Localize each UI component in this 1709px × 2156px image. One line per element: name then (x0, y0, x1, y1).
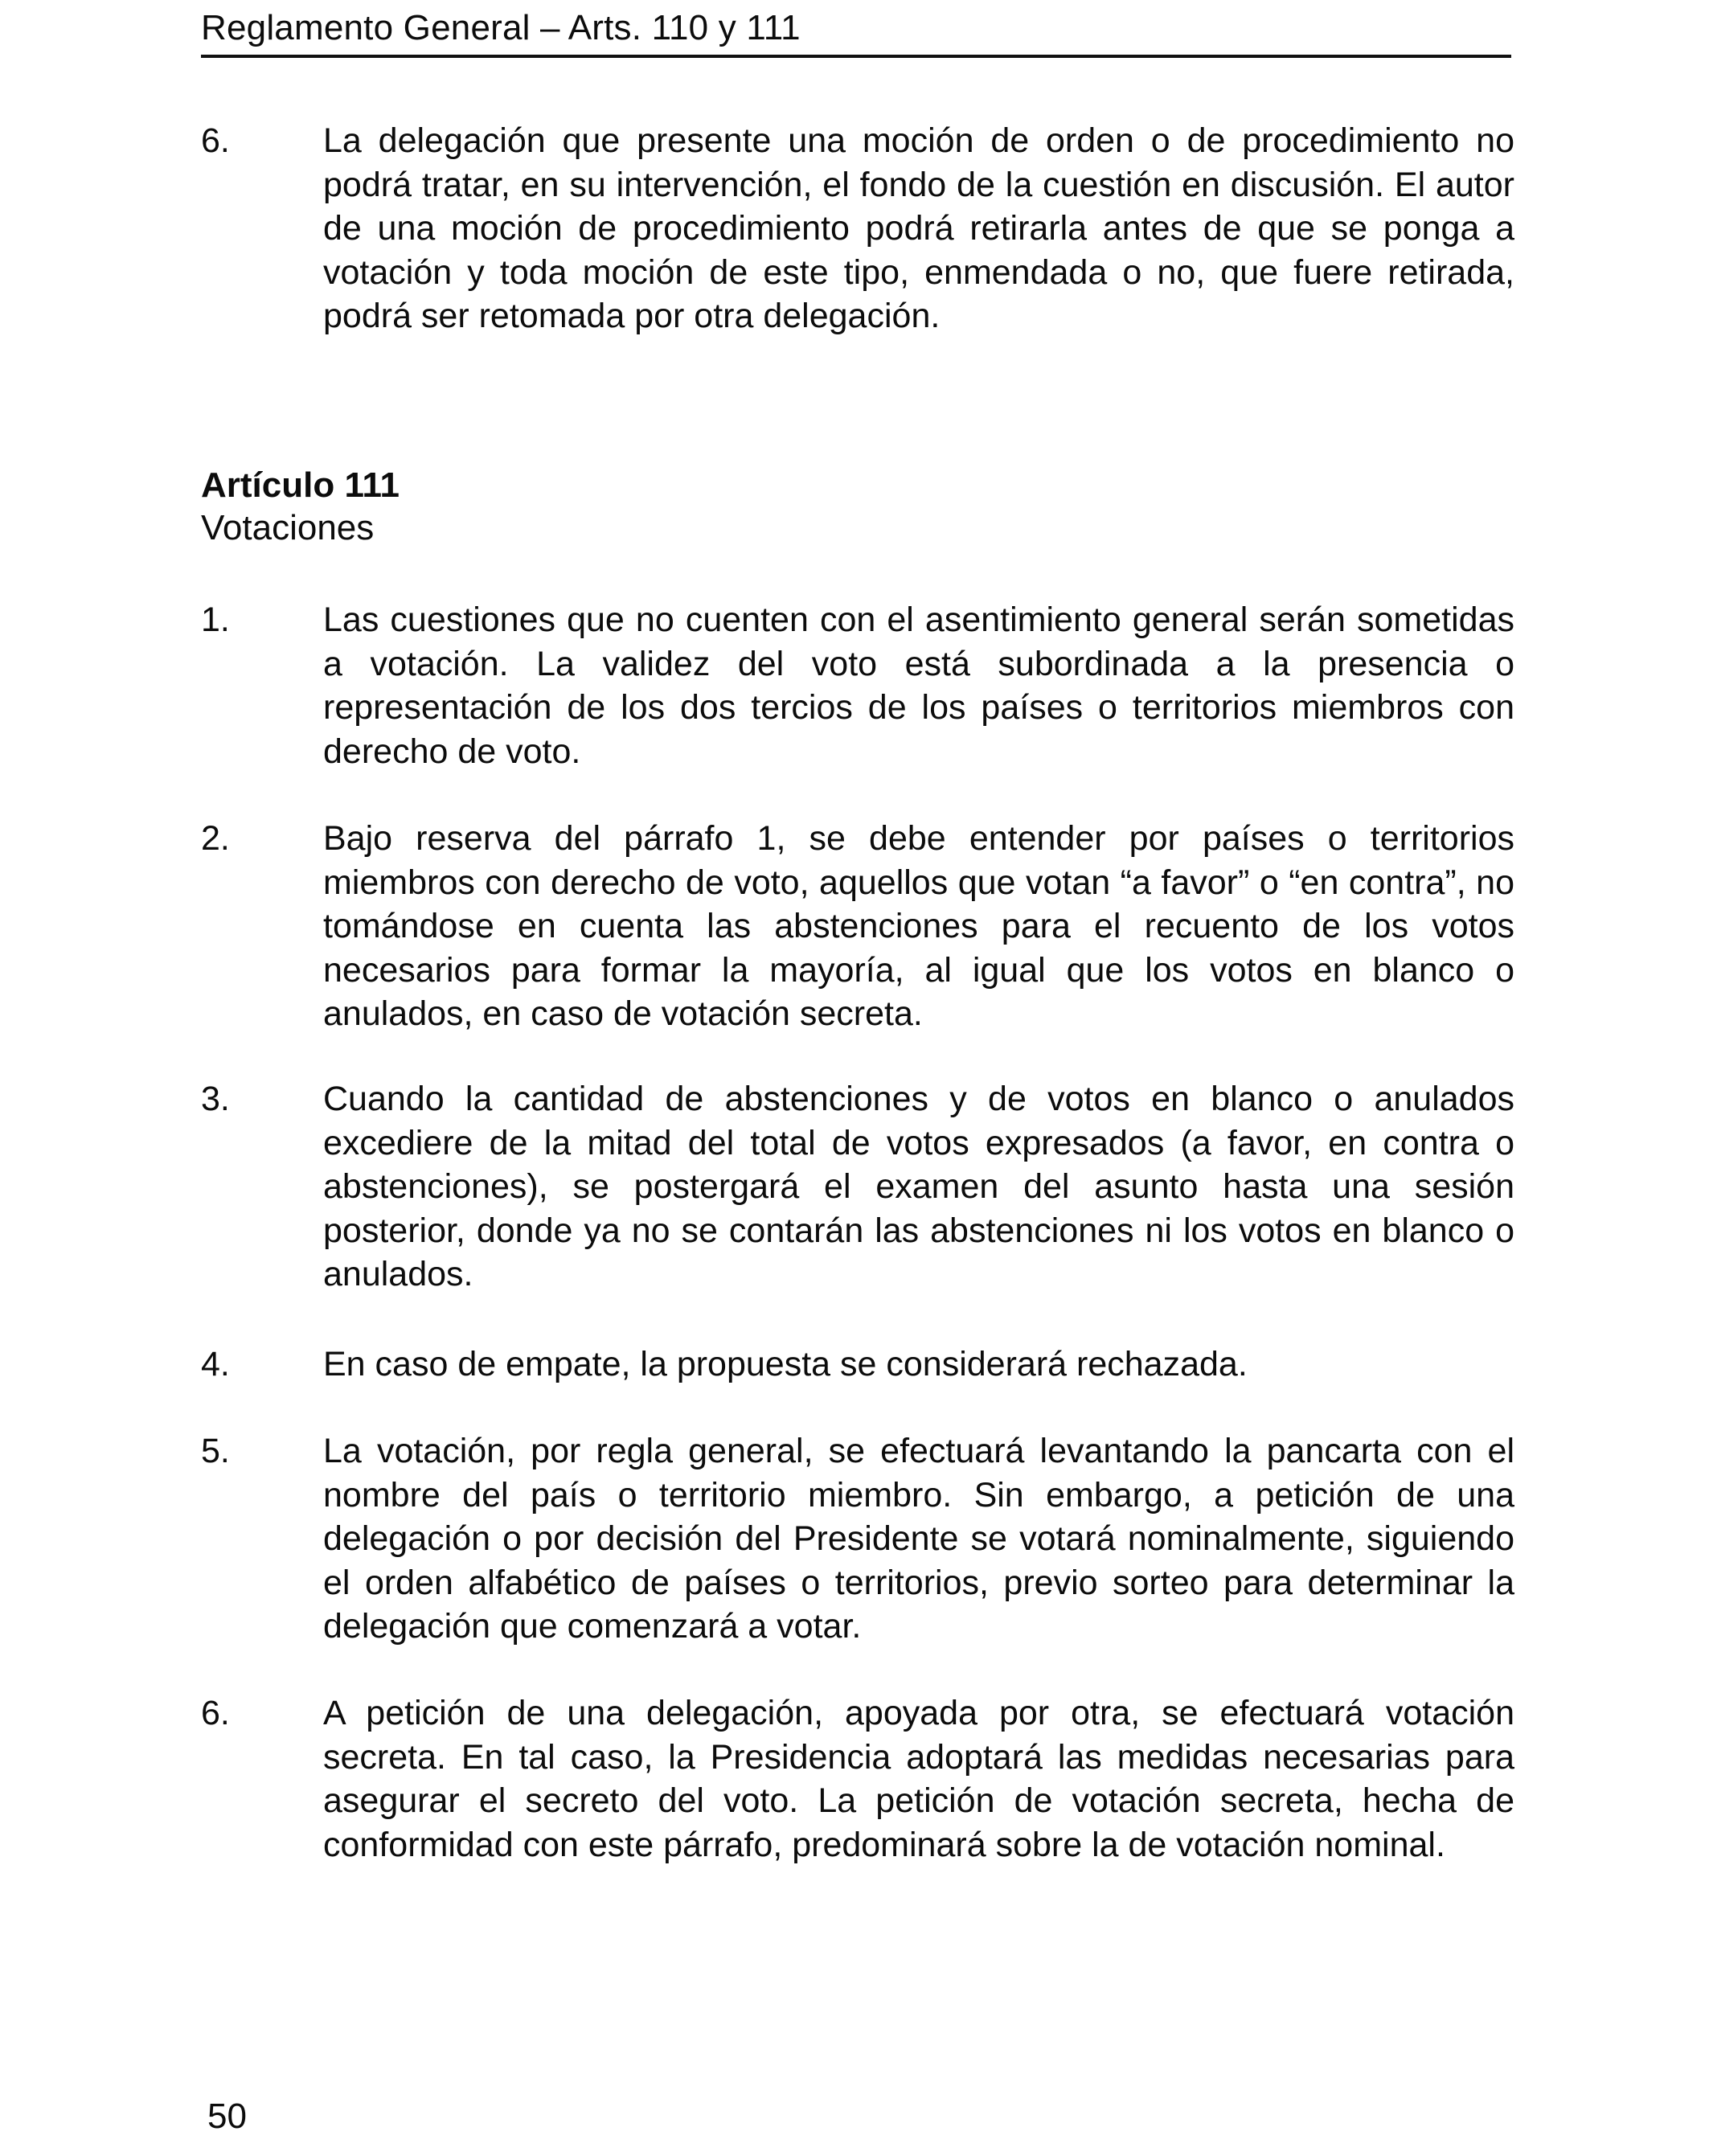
article-number: Artículo 111 (201, 465, 400, 505)
paragraph-number: 4. (201, 1345, 230, 1383)
paragraph-number: 2. (201, 819, 230, 858)
article-title: Votaciones (201, 508, 375, 547)
paragraph-text: La delegación que presente una moción de orden o de procedimiento no podrá tratar, en su intervención, el fondo de la cuestión en discusión. El autor de una moción de procedimiento podrá retirarla antes de que se ponga a votación y toda moción de este tipo, enmendada o no, que fuere retirada, podrá ser retomada por otra delegación. (323, 121, 1514, 335)
paragraph-number: 6. (201, 1694, 230, 1732)
paragraph-text: A petición de una delegación, apoyada por otra, se efectuará votación secreta. En tal caso, la Presidencia adoptará las medidas necesarias para asegurar el secreto del voto. La petición de votación secreta, hecha de conformidad con este párrafo, predominará sobre la de votación nominal. (323, 1694, 1514, 1864)
paragraph-text: En caso de empate, la propuesta se considerará rechazada. (323, 1345, 1248, 1383)
paragraph-text: Cuando la cantidad de abstenciones y de votos en blanco o anulados excediere de la mitad del total de votos expresados (a favor, en contra o abstenciones), se postergará el examen del asunto hasta una sesión posterior, donde ya no se contarán las abstenciones ni los votos en blanco o anulados. (323, 1080, 1514, 1293)
paragraph-number: 1. (201, 600, 230, 639)
article-title-heading (201, 506, 374, 550)
paragraph-number: 6. (201, 121, 230, 160)
paragraph-number: 5. (201, 1432, 230, 1470)
paragraph-text: Las cuestiones que no cuenten con el asentimiento general serán sometidas a votación. La validez del voto está subordinada a la presencia o representación de los dos tercios de los países o territorios miembros con derecho de voto. (323, 600, 1514, 771)
page-number: 50 (207, 2097, 247, 2136)
running-header-title: Reglamento General – Arts. 110 y 111 (201, 8, 801, 47)
article-number-heading (201, 464, 400, 507)
paragraph-text: La votación, por regla general, se efectuará levantando la pancarta con el nombre del país o territorio miembro. Sin embargo, a petición de una delegación o por decisión del Presidente se votará nominalmente, siguiendo el orden alfabético de países o territorios, previo sorteo para determinar la delegación que comenzará a votar. (323, 1432, 1514, 1646)
paragraph-text: Bajo reserva del párrafo 1, se debe entender por países o territorios miembros con derecho de voto, aquellos que votan “a favor” o “en contra”, no tomándose en cuenta las abstenciones para el recuento de los votos necesarios para formar la mayoría, al igual que los votos en blanco o anulados, en caso de votación secreta. (323, 819, 1514, 1033)
running-header (201, 5, 1511, 58)
paragraph-number: 3. (201, 1080, 230, 1118)
